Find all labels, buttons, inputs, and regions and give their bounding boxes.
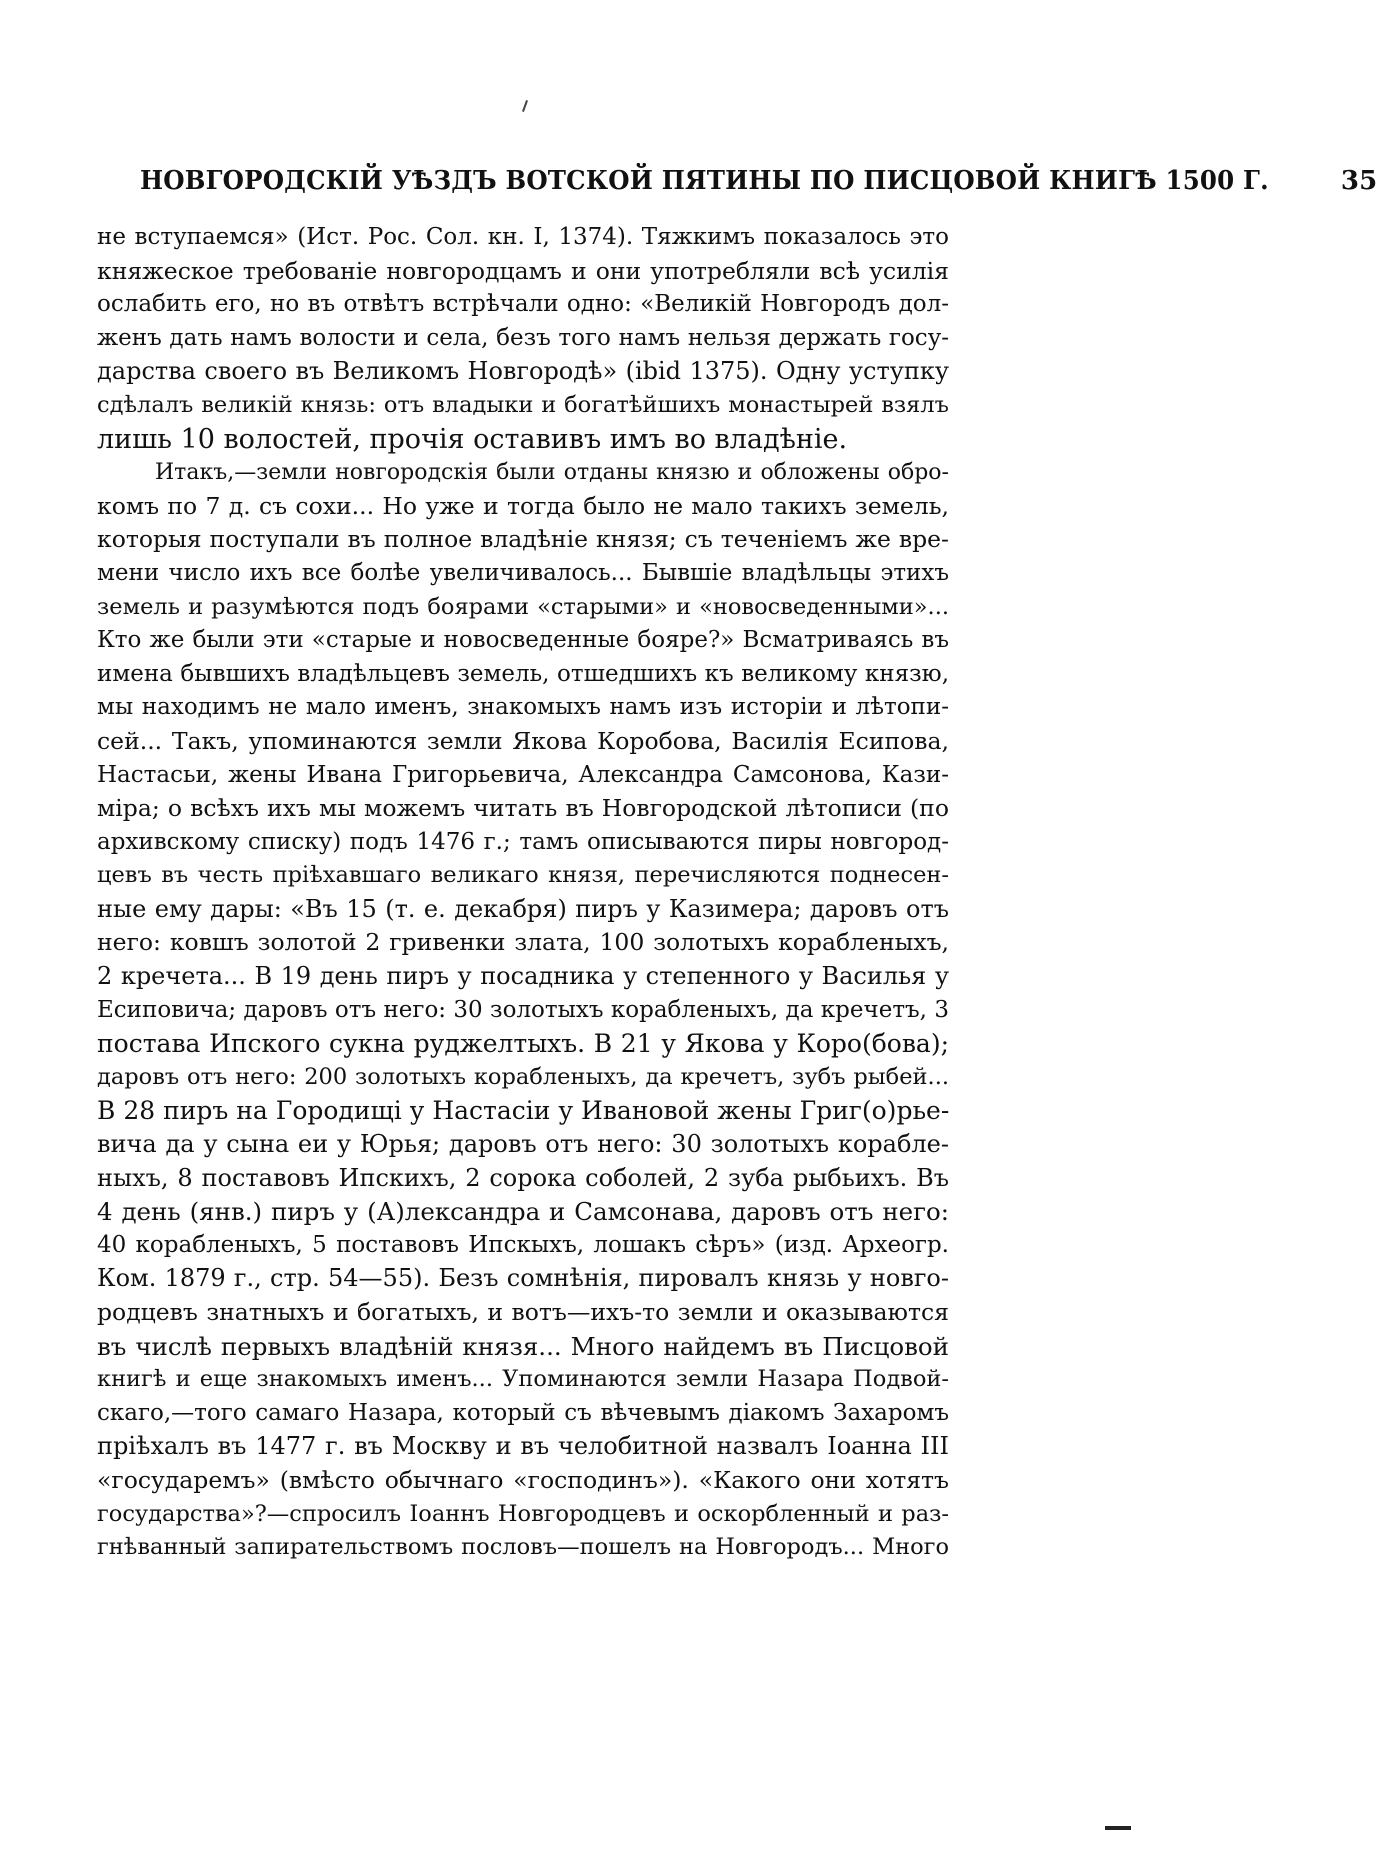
text-line: 4 день (янв.) пиръ у (А)лександра и Самсонава, даровъ отъ него: <box>97 1197 949 1227</box>
text-line: государства»?—спросилъ Іоаннъ Новгородцевъ и оскорбленный и раз- <box>97 1500 949 1527</box>
text-line: сдѣлалъ великій князь: отъ владыки и богатѣйшихъ монастырей взялъ <box>97 391 949 418</box>
text-line: сей... Такъ, упоминаются земли Якова Коробова, Василія Есипова, <box>97 726 949 755</box>
text-line: даровъ отъ него: 200 золотыхъ корабленыхъ, да кречетъ, зубъ рыбей... <box>97 1063 949 1090</box>
text-line: пріѣхалъ въ 1477 г. въ Москву и въ челобитной назвалъ Іоанна III <box>97 1432 949 1461</box>
text-line: В 28 пиръ на Городищі у Настасіи у Ивановой жены Григ(о)рье- <box>97 1096 950 1126</box>
text-line: «государемъ» (вмѣсто обычнаго «господинъ»). «Какого они хотятъ <box>97 1465 949 1494</box>
text-line: родцевъ знатныхъ и богатыхъ, и вотъ—ихъ-то земли и оказываются <box>97 1298 949 1326</box>
text-line: ныхъ, 8 поставовъ Ипскихъ, 2 сорока соболей, 2 зуба рыбьихъ. Въ <box>97 1163 949 1192</box>
text-line: 40 корабленыхъ, 5 поставовъ Ипскыхъ, лошакъ сѣръ» (изд. Археогр. <box>97 1231 949 1258</box>
text-line: имена бывшихъ владѣльцевъ земель, отшедшихъ къ великому князю, <box>97 660 949 687</box>
text-line: вича да у сына еи у Юрья; даровъ отъ него: 30 золотыхъ корабле- <box>97 1130 949 1159</box>
text-line: княжеское требованіе новгородцамъ и они употребляли всѣ усилія <box>97 256 949 285</box>
text-line: скаго,—того самаго Назара, который съ вѣчевымъ діакомъ Захаромъ <box>97 1399 949 1426</box>
text-line: міра; о всѣхъ ихъ мы можемъ читать въ Новгородской лѣтописи (по <box>97 794 949 823</box>
text-line: книгѣ и еще знакомыхъ именъ... Упоминаются земли Назара Подвой- <box>97 1366 949 1393</box>
text-line: Настасьи, жены Ивана Григорьевича, Александра Самсонова, Кази- <box>97 761 949 788</box>
text-line: комъ по 7 д. съ сохи... Но уже и тогда было не мало такихъ земель, <box>97 491 949 520</box>
text-line: которыя поступали въ полное владѣніе князя; съ теченіемъ же вре- <box>97 525 949 554</box>
text-line: дарства своего въ Великомъ Новгородѣ» (ibid 1375). Одну уступку <box>97 357 949 386</box>
text-line: гнѣванный запирательствомъ пословъ—пошелъ на Новгородъ... Много <box>97 1534 949 1561</box>
text-line: него: ковшъ золотой 2 гривенки злата, 100 золотыхъ корабленыхъ, <box>97 928 949 957</box>
print-speck <box>522 100 528 112</box>
text-line: Ком. 1879 г., стр. 54—55). Безъ сомнѣнія, пировалъ князь у новго- <box>97 1264 949 1293</box>
running-header <box>140 166 1377 196</box>
text-line: не вступаемся» (Ист. Рос. Сол. кн. I, 1374). Тяжкимъ показалось это <box>97 224 949 250</box>
text-line: мы находимъ не мало именъ, знакомыхъ намъ изъ исторіи и лѣтопи- <box>97 694 949 721</box>
text-line: ослабить его, но въ отвѣтъ встрѣчали одно: «Великій Новгородъ дол- <box>97 291 949 318</box>
print-dash-mark <box>1105 1826 1131 1830</box>
text-line: Есиповича; даровъ отъ него: 30 золотыхъ корабленыхъ, да кречетъ, 3 <box>97 996 949 1023</box>
running-title: НОВГОРОДСКІЙ УѢЗДЪ ВОТСКОЙ ПЯТИНЫ ПО ПИСЦОВОЙ КНИГѢ 1500 Г. <box>140 166 1269 196</box>
text-line: женъ дать намъ волости и села, безъ того намъ нельзя держать госу- <box>97 324 949 351</box>
text-line: 2 кречета... В 19 день пиръ у посадника у степенного у Василья у <box>97 962 949 991</box>
page-number: 35 <box>1340 166 1377 196</box>
body-text <box>97 221 949 1565</box>
text-line: постава Ипского сукна руджелтыхъ. В 21 у Якова у Коро(бова); <box>97 1029 949 1059</box>
text-line: цевъ въ честь пріѣхавшаго великаго князя, перечисляются поднесен- <box>97 862 949 889</box>
text-line: земель и разумѣются подъ боярами «старыми» и «новосведенными»... <box>97 593 949 620</box>
text-line: архивскому списку) подъ 1476 г.; тамъ описываются пиры новгород- <box>97 828 949 855</box>
text-line: ные ему дары: «Въ 15 (т. е. декабря) пиръ у Казимера; даровъ отъ <box>97 894 949 923</box>
text-line: въ числѣ первыхъ владѣній князя... Много найдемъ въ Писцовой <box>97 1331 949 1361</box>
text-line: мени число ихъ все болѣе увеличивалось... Бывшіе владѣльцы этихъ <box>97 559 949 586</box>
text-line: лишь 10 волостей, прочія оставивъ имъ во владѣніе. <box>97 423 848 455</box>
paragraph-start-line: Итакъ,—земли новгородскія были отданы князю и обложены обро- <box>155 460 949 486</box>
text-line: Кто же были эти «старые и новосведенные бояре?» Всматриваясь въ <box>97 627 949 654</box>
